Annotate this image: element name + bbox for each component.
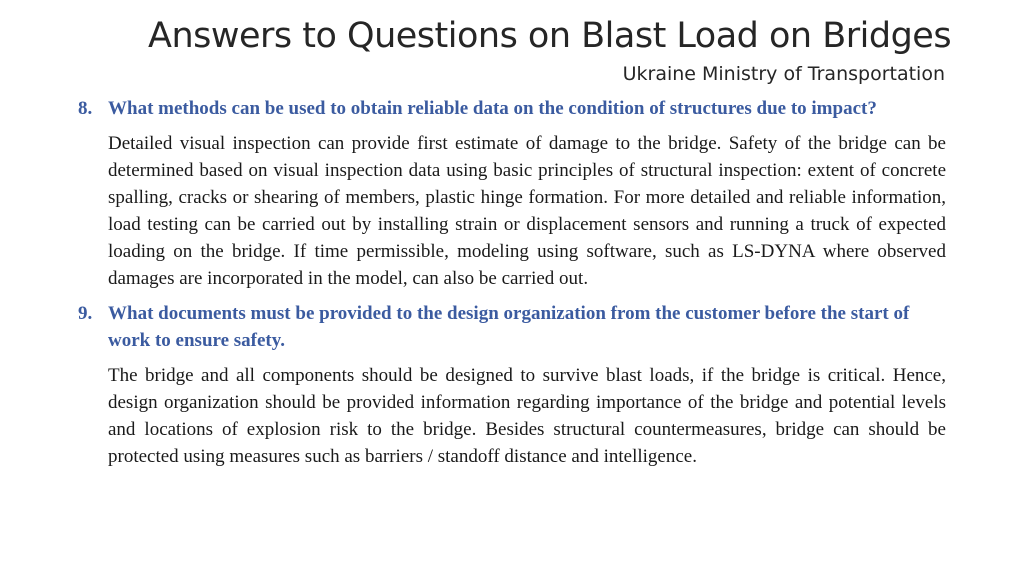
question-9 [78,300,946,354]
question-number: 9. [78,303,93,324]
question-number: 8. [78,98,93,119]
qa-list [78,95,946,470]
question-text: What documents must be provided to the design organization from the customer before the start of work to ensure safety. [108,303,910,351]
answer-8: Detailed visual inspection can provide first estimate of damage to the bridge. Safety of the bridge can be determined based on visual inspection data using basic principles of structural inspection: extent of concrete spalling, cracks or shearing of members, plastic hinge formation. For more detailed and reliable information, load testing can be carried out by installing strain or displacement sensors and running a truck of expected loading on the bridge. If time permissible, modeling using software, such as LS-DYNA where observed damages are incorporated in the model, can also be carried out. [108,133,946,289]
answer-9: The bridge and all components should be designed to survive blast loads, if the bridge is critical. Hence, design organization should be provided information regarding importance of the bridge and potential levels and locations of explosion risk to the bridge. Besides structural countermeasures, bridge can should be protected using measures such as barriers / standoff distance and intelligence. [108,365,946,467]
qa-item-9 [78,300,946,470]
question-text: What methods can be used to obtain reliable data on the condition of structures due to impact? [108,98,877,119]
page-subtitle: Ukraine Ministry of Transportation [622,63,945,85]
qa-item-8 [78,95,946,292]
page-title: Answers to Questions on Blast Load on Bridges [148,16,952,56]
question-8 [78,95,946,122]
